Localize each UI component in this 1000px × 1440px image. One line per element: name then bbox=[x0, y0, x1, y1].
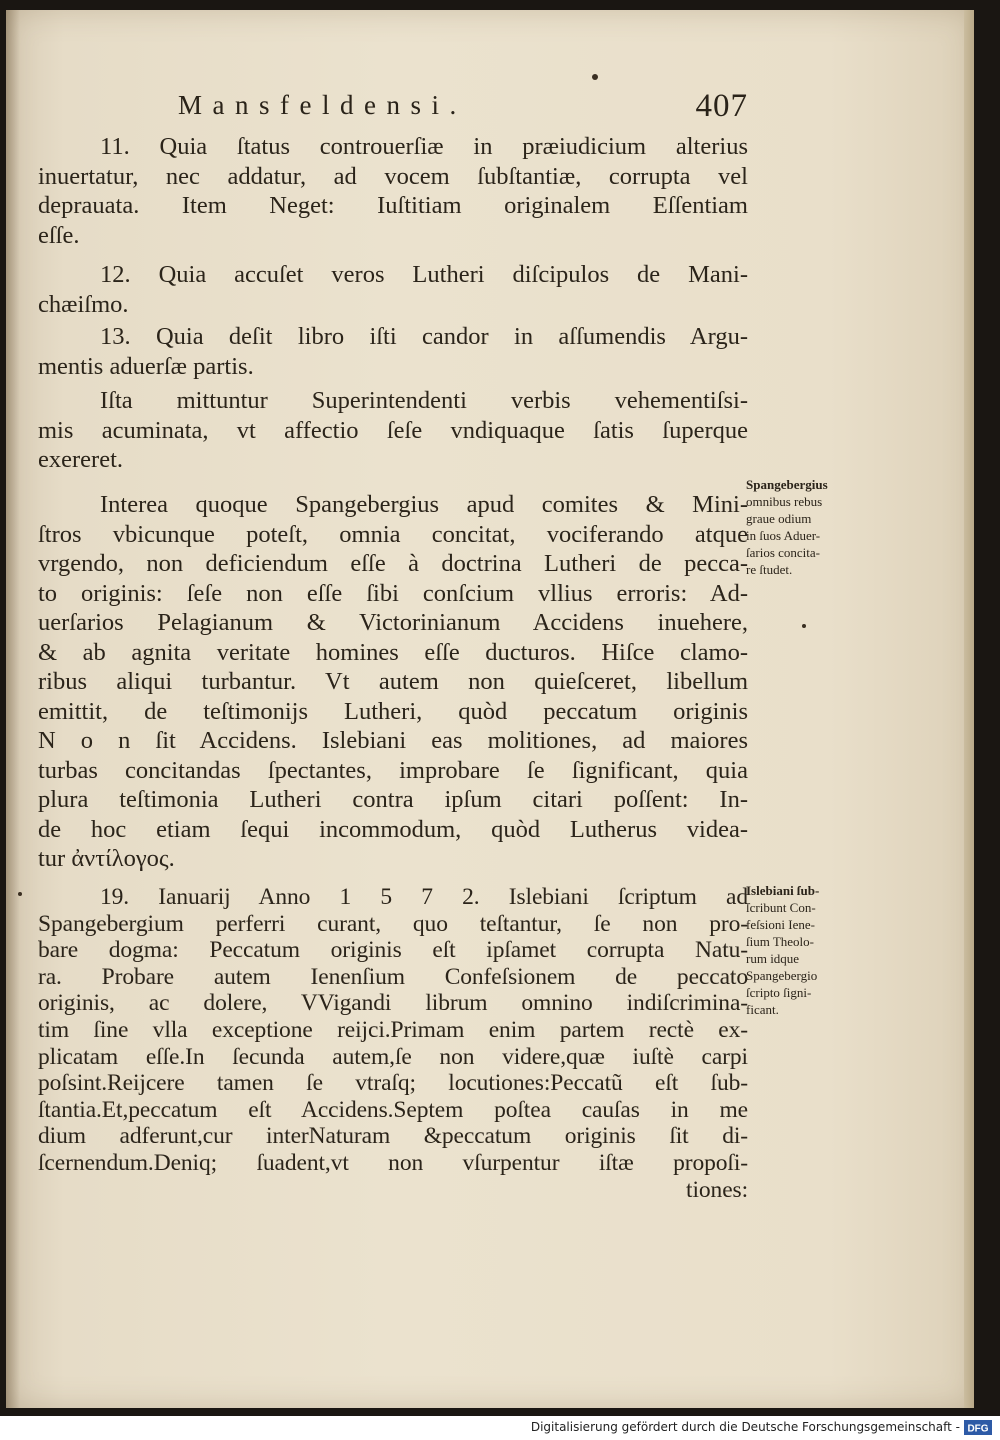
text-line: exereret. bbox=[38, 446, 123, 473]
funding-credit: Digitalisierung gefördert durch die Deutsche Forschungsgemeinschaft - bbox=[530, 1420, 960, 1434]
page-edge bbox=[964, 10, 974, 1408]
text-line: 12. Quia accuſet veros Lutheri diſcipulos de Mani- bbox=[100, 261, 748, 288]
ink-speck bbox=[802, 624, 806, 628]
text-line: 13. Quia deſit libro iſti candor in aſſumendis Argu- bbox=[100, 323, 748, 350]
dfg-logo-icon bbox=[964, 1420, 992, 1435]
text-line: plura teſtimonia Lutheri contra ipſum citari poſſent: In- bbox=[38, 786, 748, 813]
text-line: dium adferunt,cur interNaturam &peccatum originis ſit di- bbox=[38, 1123, 748, 1150]
running-head bbox=[178, 90, 748, 126]
book-page bbox=[6, 10, 974, 1408]
margin-note-line: re ſtudet. bbox=[746, 562, 793, 577]
text-line: tiones: bbox=[686, 1176, 748, 1203]
text-line: ra. Probare autem Ienenſium Confeſsionem de peccato bbox=[38, 963, 748, 990]
margin-note-line: in ſuos Aduer- bbox=[746, 528, 821, 543]
text-line: eſſe. bbox=[38, 221, 80, 249]
text-line: inuertatur, nec addatur, ad vocem ſubſtantiæ, corrupta vel bbox=[38, 162, 748, 190]
text-line: bare dogma: Peccatum originis eſt ipſamet corrupta Natu- bbox=[38, 937, 748, 964]
paragraph-ista bbox=[38, 386, 748, 475]
margin-note-line: ſcripto ſigni- bbox=[746, 985, 812, 1000]
text-line: Interea quoque Spangebergius apud comites & Mini- bbox=[100, 491, 748, 518]
text-line: deprauata. Item Neget: Iuſtitiam originalem Eſſentiam bbox=[38, 192, 748, 219]
text-line: turbas concitandas ſpectantes, improbare ſe ſignificant, quia bbox=[38, 756, 748, 784]
text-line: Spangebergium perferri curant, quo teſtantur, ſe non pro- bbox=[38, 910, 748, 937]
paragraph-13 bbox=[38, 322, 748, 381]
margin-note-line: ſcribunt Con- bbox=[746, 900, 816, 915]
dfg-logo-text: DFG bbox=[967, 1423, 989, 1435]
margin-note-line: ſium Theolo- bbox=[746, 934, 815, 949]
text-line: N o n ſit Accidens. Islebiani eas molitiones, ad maiores bbox=[38, 727, 748, 754]
text-line: emittit, de teſtimonijs Lutheri, quòd peccatum originis bbox=[38, 697, 748, 725]
margin-note-line: rum idque bbox=[746, 951, 800, 966]
margin-note-line: feſsioni Iene- bbox=[746, 917, 815, 932]
margin-note-line: omnibus rebus bbox=[746, 494, 823, 509]
page-number: 407 bbox=[695, 88, 748, 124]
text-line: to originis: ſeſe non eſſe ſibi conſcium vllius erroris: Ad- bbox=[38, 579, 748, 607]
text-line: ſcernendum.Deniq; ſuadent,vt non vſurpentur iſtæ propoſi- bbox=[38, 1149, 748, 1176]
text-line: tim ſine vlla exceptione reijci.Primam enim partem rectè ex- bbox=[38, 1016, 748, 1043]
text-line: Iſta mittuntur Superintendenti verbis vehementiſsi- bbox=[100, 387, 748, 414]
paragraph-11 bbox=[38, 132, 748, 250]
margin-note-line: Spangebergius bbox=[746, 477, 828, 492]
text-line: plicatam eſſe.In ſecunda autem,ſe non videre,quæ iuſtè carpi bbox=[38, 1043, 748, 1070]
margin-note-line: Islebiani ſub- bbox=[746, 883, 820, 898]
ink-speck bbox=[592, 74, 598, 80]
margin-note-line: graue odium bbox=[746, 511, 812, 526]
text-line: ribus aliqui turbantur. Vt autem non quieſceret, libellum bbox=[38, 668, 748, 695]
margin-note-spangebergius bbox=[746, 476, 872, 578]
text-line: vrgendo, non deficiendum eſſe à doctrina Lutheri de pecca- bbox=[38, 550, 748, 577]
text-line: 19. Ianuarij Anno 1 5 7 2. Islebiani ſcriptum ad bbox=[100, 884, 748, 910]
text-line: de hoc etiam ſequi incommodum, quòd Lutherus videa- bbox=[38, 815, 748, 843]
paragraph-interea bbox=[38, 490, 748, 874]
text-line: ſtantia.Et,peccatum eſt Accidens.Septem poſtea cauſas in me bbox=[38, 1096, 748, 1123]
text-line: poſsint.Reijcere tamen ſe vtraſq; locutiones:Peccatũ eſt ſub- bbox=[38, 1070, 748, 1097]
margin-note-islebiani bbox=[746, 882, 872, 1018]
text-line: ſtros vbicunque poteſt, omnia concitat, vociferando atque bbox=[38, 520, 748, 548]
text-line: uerſarios Pelagianum & Victorinianum Accidens inuehere, bbox=[38, 609, 748, 636]
margin-note-line: ſarios concita- bbox=[746, 545, 820, 560]
text-line: originis, ac dolere, VVigandi librum omnino indiſcrimina- bbox=[38, 990, 748, 1017]
ink-speck bbox=[18, 892, 22, 896]
text-line: 11. Quia ſtatus controuerſiæ in præiudicium alterius bbox=[100, 133, 748, 160]
running-title: Mansfeldensi. bbox=[178, 90, 467, 120]
text-line: tur ἀντίλογος. bbox=[38, 845, 175, 872]
gutter-shadow bbox=[6, 10, 20, 1408]
text-line: mentis aduerſæ partis. bbox=[38, 352, 254, 380]
text-line: chæiſmo. bbox=[38, 290, 129, 318]
text-line: & ab agnita veritate homines eſſe ducturos. Hiſce clamo- bbox=[38, 638, 748, 666]
text-line: mis acuminata, vt affectio ſeſe vndiquaque ſatis ſuperque bbox=[38, 416, 748, 444]
paragraph-12 bbox=[38, 260, 748, 319]
margin-note-line: ficant. bbox=[746, 1002, 779, 1017]
paragraph-ianuarij bbox=[38, 884, 748, 1203]
margin-note-line: Spangebergio bbox=[746, 968, 818, 983]
digitization-footer bbox=[0, 1416, 1000, 1440]
